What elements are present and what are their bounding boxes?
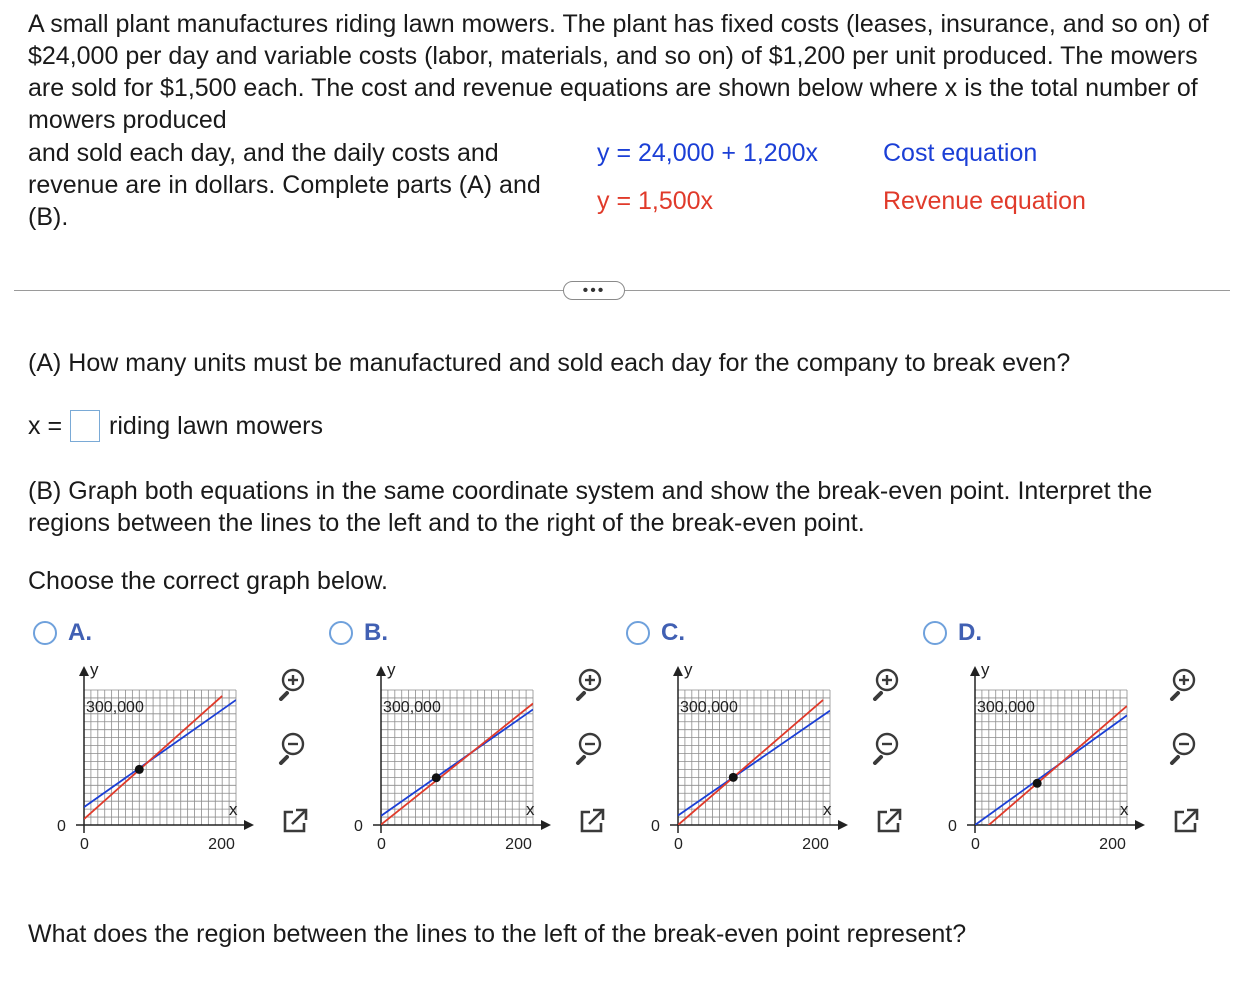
graph-b xyxy=(347,662,562,877)
revenue-equation: y = 1,500x xyxy=(597,187,714,215)
cost-equation-label: Cost equation xyxy=(883,139,1038,167)
option-b[interactable] xyxy=(329,619,388,647)
x-tick-label-200: 200 xyxy=(1099,836,1126,853)
zoom-out-icon[interactable] xyxy=(1166,728,1206,768)
y-tick-label-0: 0 xyxy=(354,818,363,835)
x-axis-label: x xyxy=(526,800,535,819)
part-a-question: (A) How many units must be manufactured and sold each day for the company to break even? xyxy=(28,349,1071,377)
zoom-in-icon[interactable] xyxy=(572,664,612,704)
x-tick-label-0: 0 xyxy=(674,836,683,853)
option-a-radio[interactable] xyxy=(33,621,57,645)
y-tick-label-0: 0 xyxy=(948,818,957,835)
graph-c xyxy=(644,662,859,877)
option-c-radio[interactable] xyxy=(626,621,650,645)
x-axis-arrow xyxy=(244,820,254,830)
open-in-new-window-icon[interactable] xyxy=(1166,801,1206,841)
zoom-in-icon[interactable] xyxy=(869,664,909,704)
x-axis-label: x xyxy=(1120,800,1129,819)
open-in-new-window-icon[interactable] xyxy=(275,801,315,841)
y-axis-arrow xyxy=(376,666,386,676)
y-tick-label-0: 0 xyxy=(651,818,660,835)
open-in-new-window-icon[interactable] xyxy=(572,801,612,841)
expand-more-button[interactable] xyxy=(563,281,625,300)
y-tick-label-300000: 300,000 xyxy=(383,698,441,716)
x-tick-label-200: 200 xyxy=(802,836,829,853)
y-tick-label-300000: 300,000 xyxy=(680,698,738,716)
break-even-answer-input[interactable] xyxy=(70,410,100,442)
break-even-point xyxy=(1033,779,1042,788)
zoom-out-icon[interactable] xyxy=(572,728,612,768)
x-tick-label-0: 0 xyxy=(80,836,89,853)
option-c[interactable] xyxy=(626,619,685,647)
option-b-label: B. xyxy=(364,619,388,646)
x-axis-arrow xyxy=(1135,820,1145,830)
graph-d xyxy=(941,662,1156,877)
zoom-in-icon[interactable] xyxy=(275,664,315,704)
y-axis-arrow xyxy=(79,666,89,676)
x-tick-label-0: 0 xyxy=(971,836,980,853)
x-axis-label: x xyxy=(823,800,832,819)
option-c-label: C. xyxy=(661,619,685,646)
x-tick-label-0: 0 xyxy=(377,836,386,853)
x-axis-arrow xyxy=(541,820,551,830)
y-axis-label: y xyxy=(981,662,990,679)
y-axis-label: y xyxy=(684,662,693,679)
y-axis-label: y xyxy=(90,662,99,679)
y-axis-arrow xyxy=(673,666,683,676)
answer-unit-label: riding lawn mowers xyxy=(109,411,324,440)
y-axis-arrow xyxy=(970,666,980,676)
open-in-new-window-icon[interactable] xyxy=(869,801,909,841)
x-tick-label-200: 200 xyxy=(505,836,532,853)
graph-a xyxy=(50,662,265,877)
option-b-radio[interactable] xyxy=(329,621,353,645)
y-tick-label-300000: 300,000 xyxy=(977,698,1035,716)
problem-intro-continued: and sold each day, and the daily costs and revenue are in dollars. Complete parts (A) and (B). xyxy=(28,139,541,231)
revenue-equation-label: Revenue equation xyxy=(883,187,1086,215)
x-tick-label-200: 200 xyxy=(208,836,235,853)
more-dots: ••• xyxy=(582,281,606,299)
cost-equation: y = 24,000 + 1,200x xyxy=(597,139,819,167)
x-axis-arrow xyxy=(838,820,848,830)
zoom-out-icon[interactable] xyxy=(869,728,909,768)
y-tick-label-300000: 300,000 xyxy=(86,698,144,716)
x-equals-label: x = xyxy=(28,411,63,440)
revenue-line xyxy=(678,700,823,825)
choose-graph-prompt: Choose the correct graph below. xyxy=(28,567,388,595)
option-d-radio[interactable] xyxy=(923,621,947,645)
x-axis-label: x xyxy=(229,800,238,819)
break-even-point xyxy=(729,773,738,782)
zoom-out-icon[interactable] xyxy=(275,728,315,768)
y-tick-label-0: 0 xyxy=(57,818,66,835)
option-a-label: A. xyxy=(68,619,92,646)
zoom-in-icon[interactable] xyxy=(1166,664,1206,704)
option-d[interactable] xyxy=(923,619,982,647)
part-a-answer-row xyxy=(28,410,323,442)
part-b-question: (B) Graph both equations in the same coordinate system and show the break-even point. Interpret the regions between the lines to the left and to the right of the break-even point. xyxy=(28,477,1153,537)
option-a[interactable] xyxy=(33,619,92,647)
option-d-label: D. xyxy=(958,619,982,646)
break-even-point xyxy=(135,765,144,774)
problem-intro: A small plant manufactures riding lawn mowers. The plant has fixed costs (leases, insurance, and so on) of $24,000 per day and variable costs (labor, materials, and so on) of $1,200 per unit produced. The mowers are sold for $1,500 each. The cost and revenue equations are shown below where x is the total number of mowers produced xyxy=(28,10,1209,134)
break-even-point xyxy=(432,773,441,782)
y-axis-label: y xyxy=(387,662,396,679)
follow-up-question: What does the region between the lines to the left of the break-even point represent? xyxy=(28,920,967,948)
